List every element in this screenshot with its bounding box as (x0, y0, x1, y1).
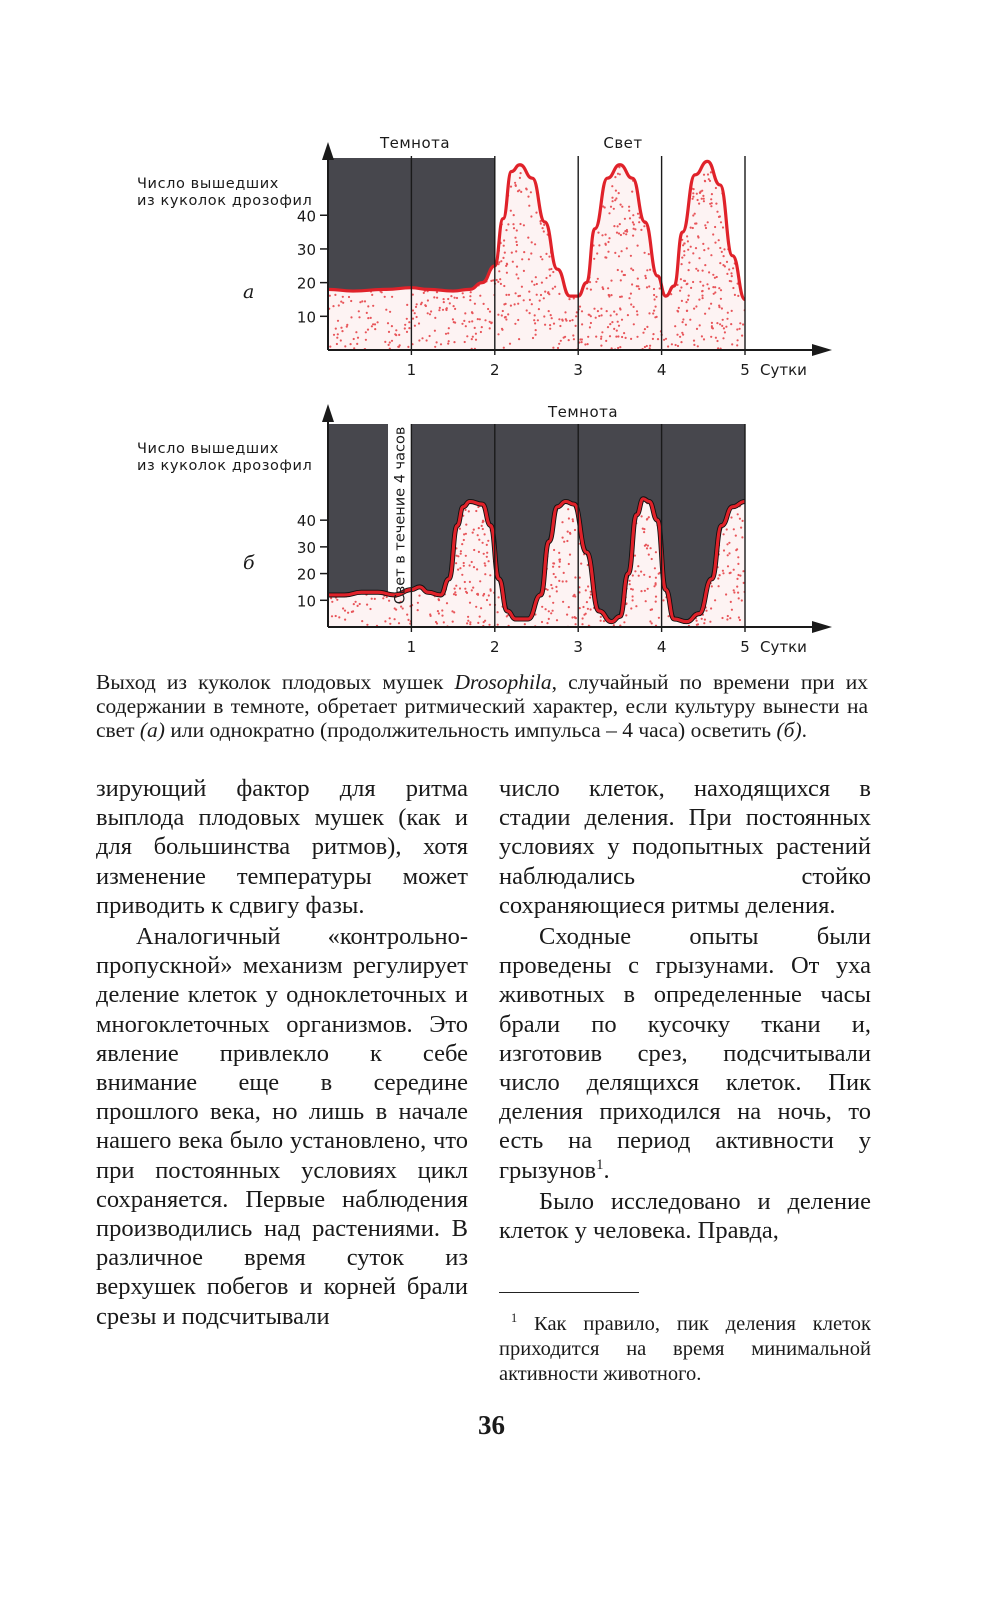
chart-a (0, 128, 983, 383)
chart-b-y-tick-1: 20 (296, 565, 316, 584)
right-paragraph-2-text: Сходные опыты были проведены с грызунами. От уха животных в определенные часы брали по кусочку ткани и, изготовив срез, подсчитывали число делящихся клеток. Пик деления приходился на ночь, то есть на период активности у грызунов (499, 923, 871, 1184)
chart-b-svg (0, 398, 983, 658)
chart-b-region-label-2: Темнота (547, 403, 619, 421)
chart-b-y-tick-0: 10 (296, 592, 316, 611)
chart-b-x-tick-4: 4 (656, 638, 667, 656)
chart-a-x-tick-2: 2 (490, 361, 500, 379)
chart-b-region-label-1: Свет в течение 4 часов (392, 426, 409, 605)
right-paragraph-2-end: . (603, 1156, 610, 1184)
chart-b-panel-label: б (243, 552, 255, 574)
chart-a-y-tick-1: 20 (296, 274, 316, 293)
caption-text-4: . (801, 718, 807, 742)
chart-a-y-tick-2: 30 (296, 240, 316, 259)
chart-a-region-label-1: Свет (603, 134, 643, 152)
chart-a-y-tick-3: 40 (296, 207, 316, 226)
chart-a-y-label-line-2: из куколок дрозофил (137, 193, 313, 209)
chart-b-y-tick-2: 30 (296, 538, 316, 557)
right-paragraph-2 (499, 922, 871, 1185)
chart-b-y-tick-3: 40 (296, 512, 316, 531)
chart-a-y-arrow (322, 142, 334, 160)
chart-a-y-label-line-1: Число вышедших (137, 176, 279, 192)
chart-b-x-tick-1: 1 (406, 638, 417, 656)
chart-b-y-label-line-2: из куколок дрозофил (137, 458, 313, 474)
chart-a-x-label: Сутки (760, 361, 807, 379)
caption-text-3: или однократно (продолжительность импульса – 4 часа) осветить (164, 718, 777, 742)
caption-genus: Drosophila (454, 670, 552, 694)
caption-mark-b: (б) (776, 718, 802, 742)
left-paragraph-2: Аналогичный «контрольно-пропускной» механизм регулирует деление клеток у одноклеточных и многоклеточных организмов. Это явление привлекло к себе внимание еще в середине прошлого века, но лишь в начале нашего века было установлено, что при постоянных условиях цикл сохраняется. Первые наблюдения производились над растениями. В различное время суток из верхушек побегов и корней брали срезы и подсчитывали (96, 923, 468, 1330)
chart-b (0, 398, 983, 658)
footnote (499, 1312, 871, 1387)
caption-mark-a: (а) (139, 718, 165, 742)
chart-a-svg (0, 128, 983, 383)
left-paragraph-1: зирующий фактор для ритма выплода плодовых мушек (как и для большинства ритмов), хотя изменение температуры может приводить к сдвигу фазы. (96, 775, 468, 919)
chart-a-y-tick-0: 10 (296, 308, 316, 327)
chart-b-x-tick-3: 3 (573, 638, 583, 656)
page-number: 36 (478, 1410, 505, 1440)
chart-a-x-tick-5: 5 (740, 361, 750, 379)
caption-text-1: Выход из куколок плодовых мушек (96, 670, 455, 694)
footnote-mark: 1 (511, 1311, 518, 1326)
left-column (96, 774, 468, 1331)
chart-b-y-arrow (322, 404, 334, 422)
chart-a-x-arrow (812, 344, 832, 356)
chart-b-x-tick-5: 5 (740, 638, 750, 656)
chart-a-panel-label: а (243, 281, 255, 303)
chart-a-x-tick-1: 1 (406, 361, 417, 379)
chart-b-x-tick-2: 2 (490, 638, 500, 656)
figure-caption (96, 670, 868, 742)
right-paragraph-3: Было исследовано и деление клеток у человека. Правда, (499, 1187, 871, 1245)
chart-b-y-label-line-1: Число вышедших (137, 441, 279, 457)
chart-b-x-label: Сутки (760, 638, 807, 656)
footnote-text: Как правило, пик деления клеток приходится на время минимальной активности животного. (499, 1313, 871, 1385)
right-column (499, 774, 871, 1245)
right-paragraph-1: число клеток, находящихся в стадии деления. При постоянных условиях у подопытных растений наблюдались стойко сохраняющиеся ритмы деления. (499, 775, 871, 919)
footnote-rule (499, 1292, 639, 1293)
footnote-ref: 1 (596, 1156, 604, 1173)
chart-a-region-label-0: Темнота (379, 134, 451, 152)
chart-b-x-arrow (812, 621, 832, 633)
chart-a-x-tick-3: 3 (573, 361, 583, 379)
chart-a-x-tick-4: 4 (656, 361, 667, 379)
caption-text-2: , случайный по времени при их содержании в темноте, обретает ритмический характер, если культуру вынести на свет (96, 670, 868, 742)
